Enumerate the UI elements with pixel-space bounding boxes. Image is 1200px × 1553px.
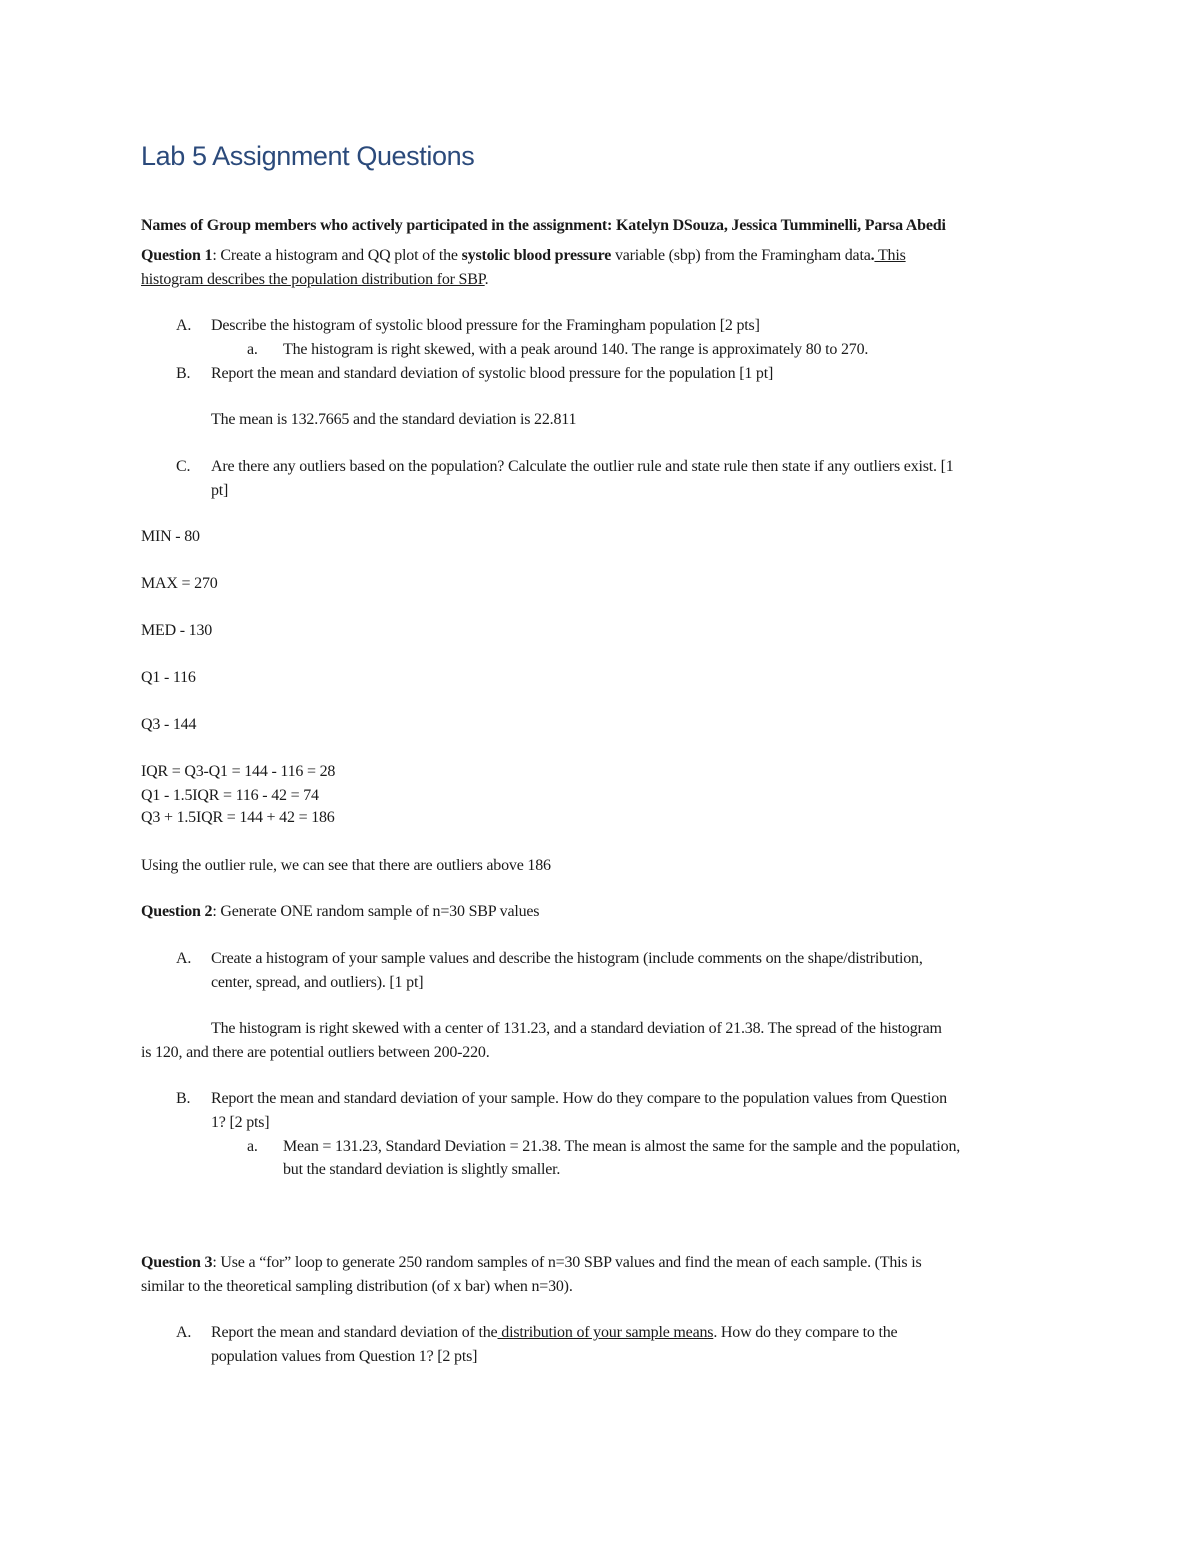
q2-b-text-1: Report the mean and standard deviation of your sample. How do they compare to the population values from Question bbox=[211, 1090, 947, 1107]
q1-intro-text-2: variable (sbp) from the Framingham data bbox=[611, 247, 871, 264]
stat-q1: Q1 - 116 bbox=[141, 669, 196, 686]
stat-min: MIN - 80 bbox=[141, 528, 200, 545]
q2-a-answer-1: The histogram is right skewed with a center of 131.23, and a standard deviation of 21.38. The spread of the histogram bbox=[211, 1020, 942, 1037]
q1-label: Question 1 bbox=[141, 247, 213, 264]
q1-intro-underline-2: histogram describes the population distribution for SBP bbox=[141, 271, 485, 288]
q2-label: Question 2 bbox=[141, 903, 213, 920]
q2-a-answer-2: is 120, and there are potential outliers between 200-220. bbox=[141, 1044, 490, 1061]
q3-a-text-1 bbox=[211, 1323, 897, 1343]
stat-lower-fence: Q1 - 1.5IQR = 116 - 42 = 74 bbox=[141, 787, 319, 804]
q1-a-text: Describe the histogram of systolic blood pressure for the Framingham population [2 pts] bbox=[211, 317, 760, 334]
q1-a-marker: A. bbox=[176, 317, 192, 334]
q1-c-text-1: Are there any outliers based on the population? Calculate the outlier rule and state rule then state if any outliers exist. [1 bbox=[211, 458, 954, 475]
stat-median: MED - 130 bbox=[141, 622, 213, 639]
q1-b-marker: B. bbox=[176, 365, 191, 382]
q3-a-text-pre: Report the mean and standard deviation of the bbox=[211, 1324, 498, 1341]
q2-a-text-1: Create a histogram of your sample values and describe the histogram (include comments on the shape/distribution, bbox=[211, 950, 923, 967]
q1-intro-bold: systolic blood pressure bbox=[461, 247, 612, 264]
page-title: Lab 5 Assignment Questions bbox=[141, 141, 475, 171]
q1-intro-text: : Create a histogram and QQ plot of the bbox=[212, 247, 462, 264]
q3-intro-line-1 bbox=[141, 1253, 922, 1273]
q3-a-text-underline: distribution of your sample means bbox=[497, 1324, 714, 1341]
stat-upper-fence: Q3 + 1.5IQR = 144 + 42 = 186 bbox=[141, 809, 335, 826]
q1-b-text: Report the mean and standard deviation of systolic blood pressure for the population [1 pt] bbox=[211, 365, 774, 382]
group-members bbox=[141, 216, 946, 236]
q1-c-text-2: pt] bbox=[211, 482, 229, 499]
q1-a-a-marker: a. bbox=[247, 341, 258, 358]
stat-iqr: IQR = Q3-Q1 = 144 - 116 = 28 bbox=[141, 763, 336, 780]
q2-b-text-2: 1? [2 pts] bbox=[211, 1114, 270, 1131]
q2-b-a-marker: a. bbox=[247, 1138, 258, 1155]
q2-a-marker: A. bbox=[176, 950, 192, 967]
q1-b-answer: The mean is 132.7665 and the standard deviation is 22.811 bbox=[211, 411, 577, 428]
q1-c-marker: C. bbox=[176, 458, 191, 475]
q1-intro-underline-1: This bbox=[874, 247, 906, 264]
group-members-text: Names of Group members who actively participated in the assignment: Katelyn DSouza, Jessica Tumminelli, Parsa Abedi bbox=[141, 217, 946, 234]
q1-intro-line-1 bbox=[141, 246, 906, 266]
q1-a-a-text: The histogram is right skewed, with a peak around 140. The range is approximately 80 to 270. bbox=[283, 341, 869, 358]
q1-intro-dot: . bbox=[870, 247, 875, 264]
stat-q3: Q3 - 144 bbox=[141, 716, 197, 733]
q2-b-a-text-2: but the standard deviation is slightly smaller. bbox=[283, 1161, 561, 1178]
q2-intro-text: : Generate ONE random sample of n=30 SBP values bbox=[212, 903, 540, 920]
q3-label: Question 3 bbox=[141, 1254, 213, 1271]
q1-conclusion: Using the outlier rule, we can see that there are outliers above 186 bbox=[141, 857, 551, 874]
q2-a-text-2: center, spread, and outliers). [1 pt] bbox=[211, 974, 424, 991]
q3-a-marker: A. bbox=[176, 1324, 192, 1341]
q3-a-text-post: . How do they compare to the bbox=[713, 1324, 898, 1341]
q2-b-a-text-1: Mean = 131.23, Standard Deviation = 21.38. The mean is almost the same for the sample and the population, bbox=[283, 1138, 961, 1155]
stat-max: MAX = 270 bbox=[141, 575, 218, 592]
q3-intro-text-1: : Use a “for” loop to generate 250 random samples of n=30 SBP values and find the mean of each sample. (This is bbox=[212, 1254, 922, 1271]
q1-intro-end: . bbox=[484, 271, 489, 288]
q1-intro-line-2 bbox=[141, 270, 488, 290]
q2-b-marker: B. bbox=[176, 1090, 191, 1107]
q3-a-text-2: population values from Question 1? [2 pts] bbox=[211, 1348, 478, 1365]
q3-intro-text-2: similar to the theoretical sampling distribution (of x bar) when n=30). bbox=[141, 1278, 573, 1295]
q2-intro bbox=[141, 902, 539, 922]
